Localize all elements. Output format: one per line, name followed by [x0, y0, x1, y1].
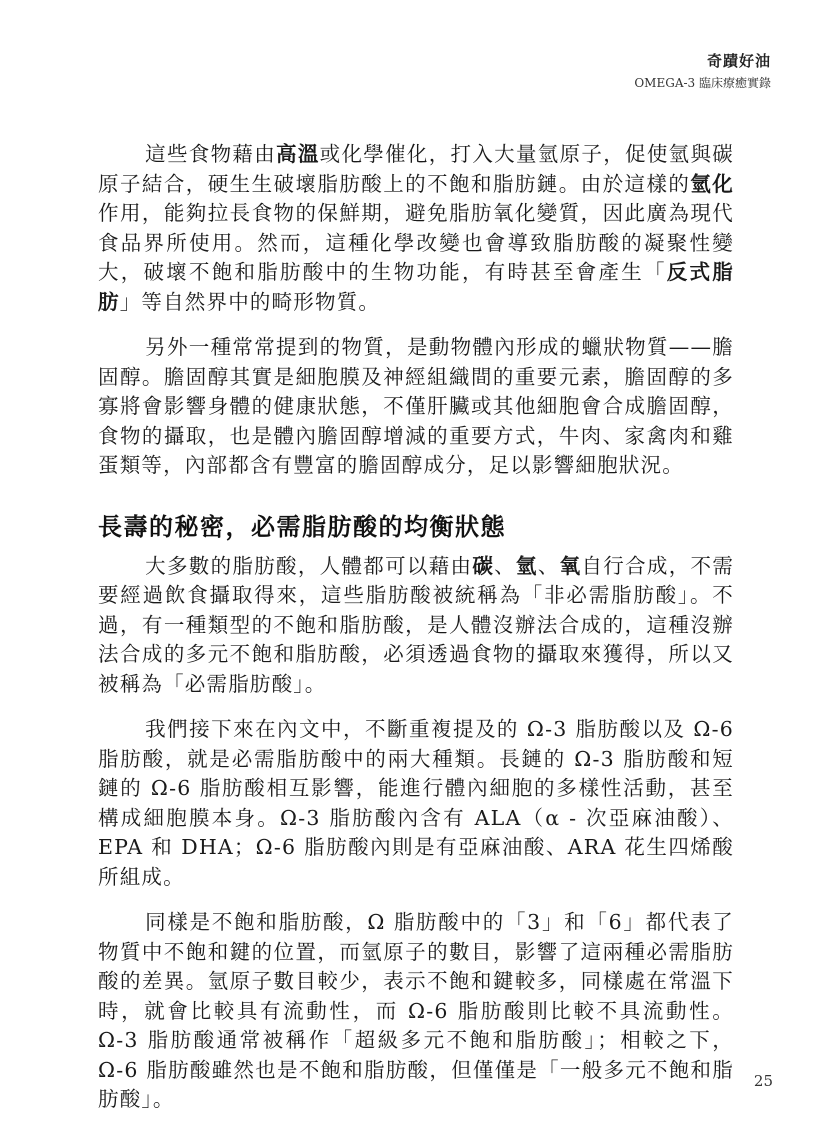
text-run: 這些食物藉由 [145, 142, 277, 166]
text-run: 、 [537, 553, 560, 578]
page-number: 25 [753, 1072, 773, 1090]
emphasis-text: 反式脂肪 [98, 260, 734, 314]
text-run: 、 [494, 553, 516, 578]
text-run: 同樣是不飽和脂肪酸，Ω 脂肪酸中的「3」和「6」都代表了物質中不飽和鍵的位置，而氫原子的數目，影響了這兩種必需脂肪酸的差異。氫原子數目較少，表示不飽和鍵較多，同樣處在常溫下時，就會比較具有流動性，而 Ω-6 脂肪酸則比較不具流動性。Ω-3 脂肪酸通常被稱作「超級多元不飽和脂肪酸」；相較之下，Ω-6 脂肪酸雖然也是不飽和脂肪酸，但僅僅是「一般多元不飽和脂肪酸」。 [98, 910, 734, 1111]
text-run: 作用，能夠拉長食物的保鮮期，避免脂肪氧化變質，因此廣為現代食品界所使用。然而，這種化學改變也會導致脂肪酸的凝聚性變大，破壞不飽和脂肪酸中的生物功能，有時甚至會產生「 [98, 201, 734, 284]
emphasis-text: 氧 [559, 553, 582, 578]
text-run: 」等自然界中的畸形物質。 [119, 289, 381, 314]
text-run: 我們接下來在內文中，不斷重複提及的 Ω-3 脂肪酸以及 Ω-6 脂肪酸，就是必需脂肪酸中的兩大種類。長鏈的 Ω-3 脂肪酸和短鏈的 Ω-6 脂肪酸相互影響，能進行體內細胞的多樣性活動，甚至構成細胞膜本身。Ω-3 脂肪酸內含有 ALA（α - 次亞麻油酸）、EPA 和 DHA；Ω-6 脂肪酸內則是有亞麻油酸、ARA 花生四烯酸所組成。 [98, 717, 734, 889]
section-heading: 長壽的秘密，必需脂肪酸的均衡狀態 [98, 512, 506, 541]
text-run: 或化學催化，打入大量氫原子，促使氫與碳原子結合，硬生生破壞脂肪酸上的不飽和脂肪鏈。由於這樣的 [98, 142, 735, 196]
running-head [634, 50, 771, 91]
emphasis-text: 高溫 [276, 142, 320, 166]
emphasis-text: 氫 [516, 553, 538, 578]
text-run: 自行合成，不需要經過飲食攝取得來，這些脂肪酸被統稱為「非必需脂肪酸」。不過，有一種類型的不飽和脂肪酸，是人體沒辦法合成的，這種沒辦法合成的多元不飽和脂肪酸，必須透過食物的攝取來獲得，所以又被稱為「必需脂肪酸」。 [98, 553, 735, 696]
text-run: 大多數的脂肪酸，人體都可以藉由 [145, 553, 473, 578]
emphasis-text: 碳 [472, 553, 495, 578]
book-title: 奇蹟好油 [706, 52, 771, 70]
emphasis-text: 氫化 [690, 171, 734, 196]
book-subtitle: OMEGA-3 臨床療癒實錄 [634, 76, 771, 90]
paragraph [98, 552, 734, 700]
paragraph [98, 333, 734, 481]
body-text [98, 140, 734, 1131]
text-run: 另外一種常常提到的物質，是動物體內形成的蠟狀物質——膽固醇。膽固醇其實是細胞膜及神經組織間的重要元素，膽固醇的多寡將會影響身體的健康狀態，不僅肝臟或其他細胞會合成膽固醇，食物的攝取，也是體內膽固醇增減的重要方式，牛肉、家禽肉和雞蛋類等，內部都含有豐富的膽固醇成分，足以影響細胞狀況。 [98, 335, 734, 477]
paragraph [98, 140, 734, 317]
paragraph [98, 908, 734, 1115]
paragraph [98, 715, 734, 892]
